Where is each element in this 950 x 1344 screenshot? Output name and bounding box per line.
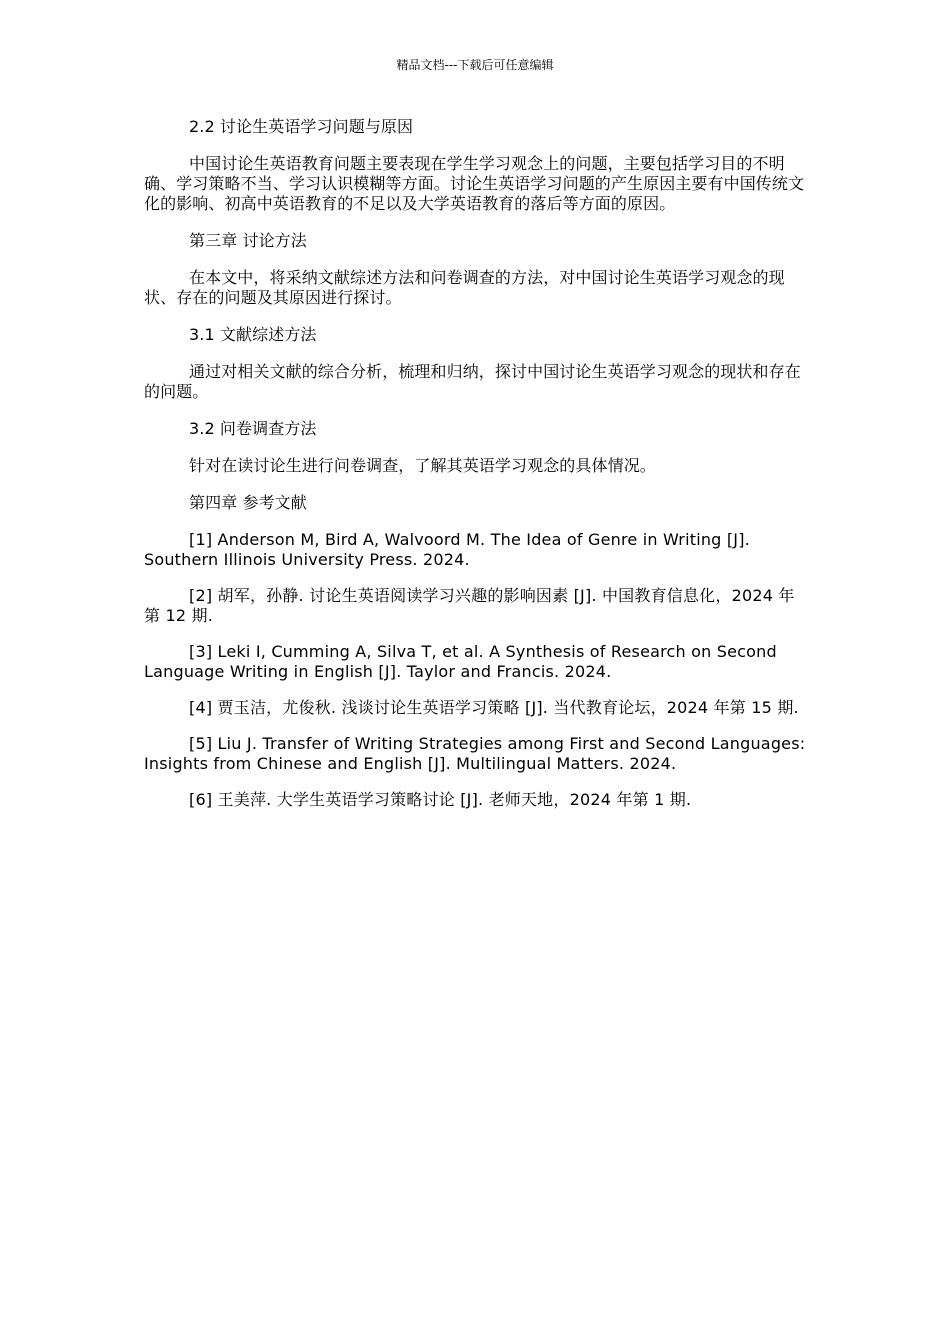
chapter-3-paragraph: 在本文中，将采纳文献综述方法和问卷调查的方法，对中国讨论生英语学习观念的现状、存在的问题及其原因进行探讨。 xyxy=(144,268,785,307)
reference-item: [5] Liu J. Transfer of Writing Strategies among First and Second Languages: Insights from Chinese and English [J]. Multilingual Matters. 2024. xyxy=(144,734,806,773)
page-header: 精品文档---下载后可任意编辑 xyxy=(396,58,554,72)
reference-item: [3] Leki I, Cumming A, Silva T, et al. A Synthesis of Research on Second Language Writing in English [J]. Taylor and Francis. 2024. xyxy=(144,642,777,681)
reference-item: [1] Anderson M, Bird A, Walvoord M. The Idea of Genre in Writing [J]. Southern Illinois University Press. 2024. xyxy=(144,530,750,569)
section-3-2-heading: 3.2 问卷调查方法 xyxy=(189,419,317,438)
reference-item: [4] 贾玉洁，尤俊秋. 浅谈讨论生英语学习策略 [J]. 当代教育论坛，2024 年第 15 期. xyxy=(189,698,799,717)
chapter-3-heading: 第三章 讨论方法 xyxy=(189,231,307,250)
chapter-4-heading: 第四章 参考文献 xyxy=(189,493,307,512)
reference-item: [6] 王美萍. 大学生英语学习策略讨论 [J]. 老师天地，2024 年第 1 期. xyxy=(189,790,692,809)
reference-item: [2] 胡军，孙静. 讨论生英语阅读学习兴趣的影响因素 [J]. 中国教育信息化，2024 年第 12 期. xyxy=(144,586,795,625)
section-2-2-heading: 2.2 讨论生英语学习问题与原因 xyxy=(189,117,414,136)
section-2-2-paragraph: 中国讨论生英语教育问题主要表现在学生学习观念上的问题，主要包括学习目的不明确、学习策略不当、学习认识模糊等方面。讨论生英语学习问题的产生原因主要有中国传统文化的影响、初高中英语教育的不足以及大学英语教育的落后等方面的原因。 xyxy=(144,154,805,213)
section-3-1-paragraph: 通过对相关文献的综合分析，梳理和归纳，探讨中国讨论生英语学习观念的现状和存在的问题。 xyxy=(144,362,801,401)
section-3-1-heading: 3.1 文献综述方法 xyxy=(189,325,317,344)
section-3-2-paragraph: 针对在读讨论生进行问卷调查，了解其英语学习观念的具体情况。 xyxy=(189,456,656,475)
document-body xyxy=(144,117,806,826)
